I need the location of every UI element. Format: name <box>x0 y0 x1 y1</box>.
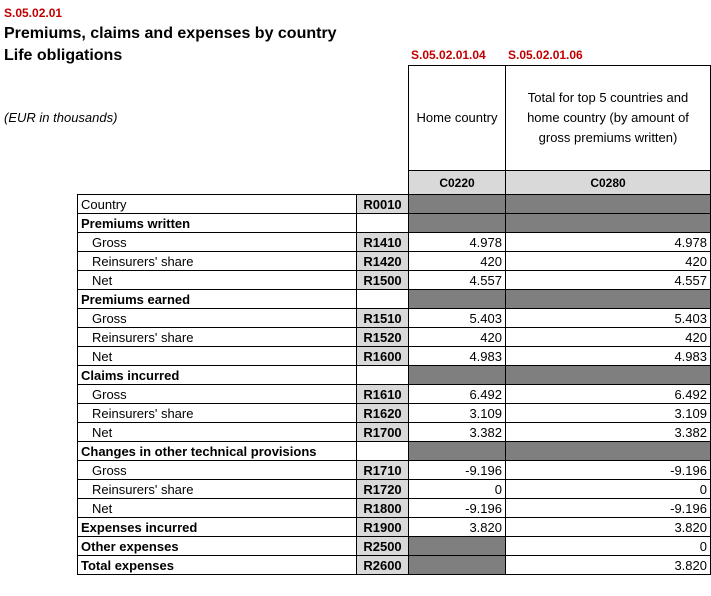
col2-code: C0280 <box>505 170 711 195</box>
row-label: Reinsurers' share <box>78 328 357 347</box>
cell-top5-total <box>506 214 711 233</box>
row-code: R1720 <box>357 480 409 499</box>
row-code: R1600 <box>357 347 409 366</box>
row-label: Reinsurers' share <box>78 480 357 499</box>
row-code: R1510 <box>357 309 409 328</box>
row-label: Gross <box>78 233 357 252</box>
row-label: Reinsurers' share <box>78 252 357 271</box>
cell-top5-total: 0 <box>506 537 711 556</box>
table-row <box>78 556 711 575</box>
table-row <box>78 347 711 366</box>
row-code: R2500 <box>357 537 409 556</box>
col1-header <box>408 65 506 171</box>
cell-top5-total: 420 <box>506 328 711 347</box>
report-subtitle: Life obligations <box>4 47 123 64</box>
cell-top5-total: -9.196 <box>506 499 711 518</box>
row-label: Reinsurers' share <box>78 404 357 423</box>
row-code: R1410 <box>357 233 409 252</box>
row-label: Net <box>78 499 357 518</box>
cell-home-country: 4.557 <box>409 271 506 290</box>
cell-home-country: 3.109 <box>409 404 506 423</box>
row-code: R2600 <box>357 556 409 575</box>
table-row <box>78 366 711 385</box>
cell-home-country <box>409 366 506 385</box>
table-row <box>78 195 711 214</box>
row-code <box>357 442 409 461</box>
row-code: R1420 <box>357 252 409 271</box>
table-row <box>78 385 711 404</box>
table-row <box>78 233 711 252</box>
cell-top5-total: 4.983 <box>506 347 711 366</box>
table-row <box>78 309 711 328</box>
col2-header-text: Total for top 5 countries and home country (by amount of gross premiums written) <box>527 90 689 145</box>
col1-code: C0220 <box>408 170 506 195</box>
row-label: Premiums earned <box>78 290 357 309</box>
cell-home-country: -9.196 <box>409 461 506 480</box>
col1-header-text: Home country <box>416 110 498 125</box>
row-label: Net <box>78 423 357 442</box>
row-code: R1520 <box>357 328 409 347</box>
cell-home-country <box>409 214 506 233</box>
row-code: R1500 <box>357 271 409 290</box>
report-title: Premiums, claims and expenses by country <box>4 25 337 42</box>
table-row <box>78 271 711 290</box>
table-row <box>78 461 711 480</box>
cell-home-country <box>409 442 506 461</box>
row-label: Other expenses <box>78 537 357 556</box>
row-code <box>357 214 409 233</box>
cell-top5-total: 4.978 <box>506 233 711 252</box>
cell-top5-total: 3.382 <box>506 423 711 442</box>
table-row <box>78 328 711 347</box>
cell-top5-total: 3.109 <box>506 404 711 423</box>
cell-home-country: 420 <box>409 252 506 271</box>
table-row <box>78 290 711 309</box>
unit-note: (EUR in thousands) <box>4 110 118 125</box>
cell-home-country: 6.492 <box>409 385 506 404</box>
cell-top5-total: 3.820 <box>506 518 711 537</box>
cell-home-country: 5.403 <box>409 309 506 328</box>
data-table <box>77 194 711 575</box>
cell-home-country: 4.983 <box>409 347 506 366</box>
row-code: R1800 <box>357 499 409 518</box>
row-label: Net <box>78 271 357 290</box>
row-code: R1620 <box>357 404 409 423</box>
col2-header <box>505 65 711 171</box>
table-row <box>78 404 711 423</box>
table-row <box>78 480 711 499</box>
cell-top5-total: 6.492 <box>506 385 711 404</box>
row-code: R0010 <box>357 195 409 214</box>
cell-top5-total <box>506 290 711 309</box>
table-row <box>78 442 711 461</box>
cell-home-country: -9.196 <box>409 499 506 518</box>
row-label: Net <box>78 347 357 366</box>
row-label: Country <box>78 195 357 214</box>
cell-top5-total: -9.196 <box>506 461 711 480</box>
table-row <box>78 499 711 518</box>
row-code: R1710 <box>357 461 409 480</box>
table-row <box>78 252 711 271</box>
cell-home-country: 3.820 <box>409 518 506 537</box>
cell-top5-total: 3.820 <box>506 556 711 575</box>
table-row <box>78 518 711 537</box>
table-row <box>78 214 711 233</box>
col2-section-code: S.05.02.01.06 <box>508 48 583 62</box>
template-code: S.05.02.01 <box>4 6 63 20</box>
table-row <box>78 423 711 442</box>
row-code: R1610 <box>357 385 409 404</box>
cell-top5-total <box>506 195 711 214</box>
cell-home-country: 420 <box>409 328 506 347</box>
row-label: Claims incurred <box>78 366 357 385</box>
row-code <box>357 290 409 309</box>
cell-home-country <box>409 537 506 556</box>
row-label: Gross <box>78 309 357 328</box>
cell-home-country: 0 <box>409 480 506 499</box>
cell-top5-total: 4.557 <box>506 271 711 290</box>
cell-home-country <box>409 556 506 575</box>
cell-home-country <box>409 195 506 214</box>
row-label: Gross <box>78 385 357 404</box>
row-label: Gross <box>78 461 357 480</box>
row-label: Changes in other technical provisions <box>78 442 357 461</box>
row-label: Expenses incurred <box>78 518 357 537</box>
cell-home-country: 4.978 <box>409 233 506 252</box>
row-code <box>357 366 409 385</box>
col1-section-code: S.05.02.01.04 <box>411 48 486 62</box>
cell-top5-total: 420 <box>506 252 711 271</box>
row-label: Premiums written <box>78 214 357 233</box>
cell-home-country <box>409 290 506 309</box>
table-row <box>78 537 711 556</box>
cell-top5-total: 5.403 <box>506 309 711 328</box>
cell-top5-total <box>506 442 711 461</box>
cell-top5-total <box>506 366 711 385</box>
row-code: R1900 <box>357 518 409 537</box>
cell-top5-total: 0 <box>506 480 711 499</box>
cell-home-country: 3.382 <box>409 423 506 442</box>
row-label: Total expenses <box>78 556 357 575</box>
row-code: R1700 <box>357 423 409 442</box>
